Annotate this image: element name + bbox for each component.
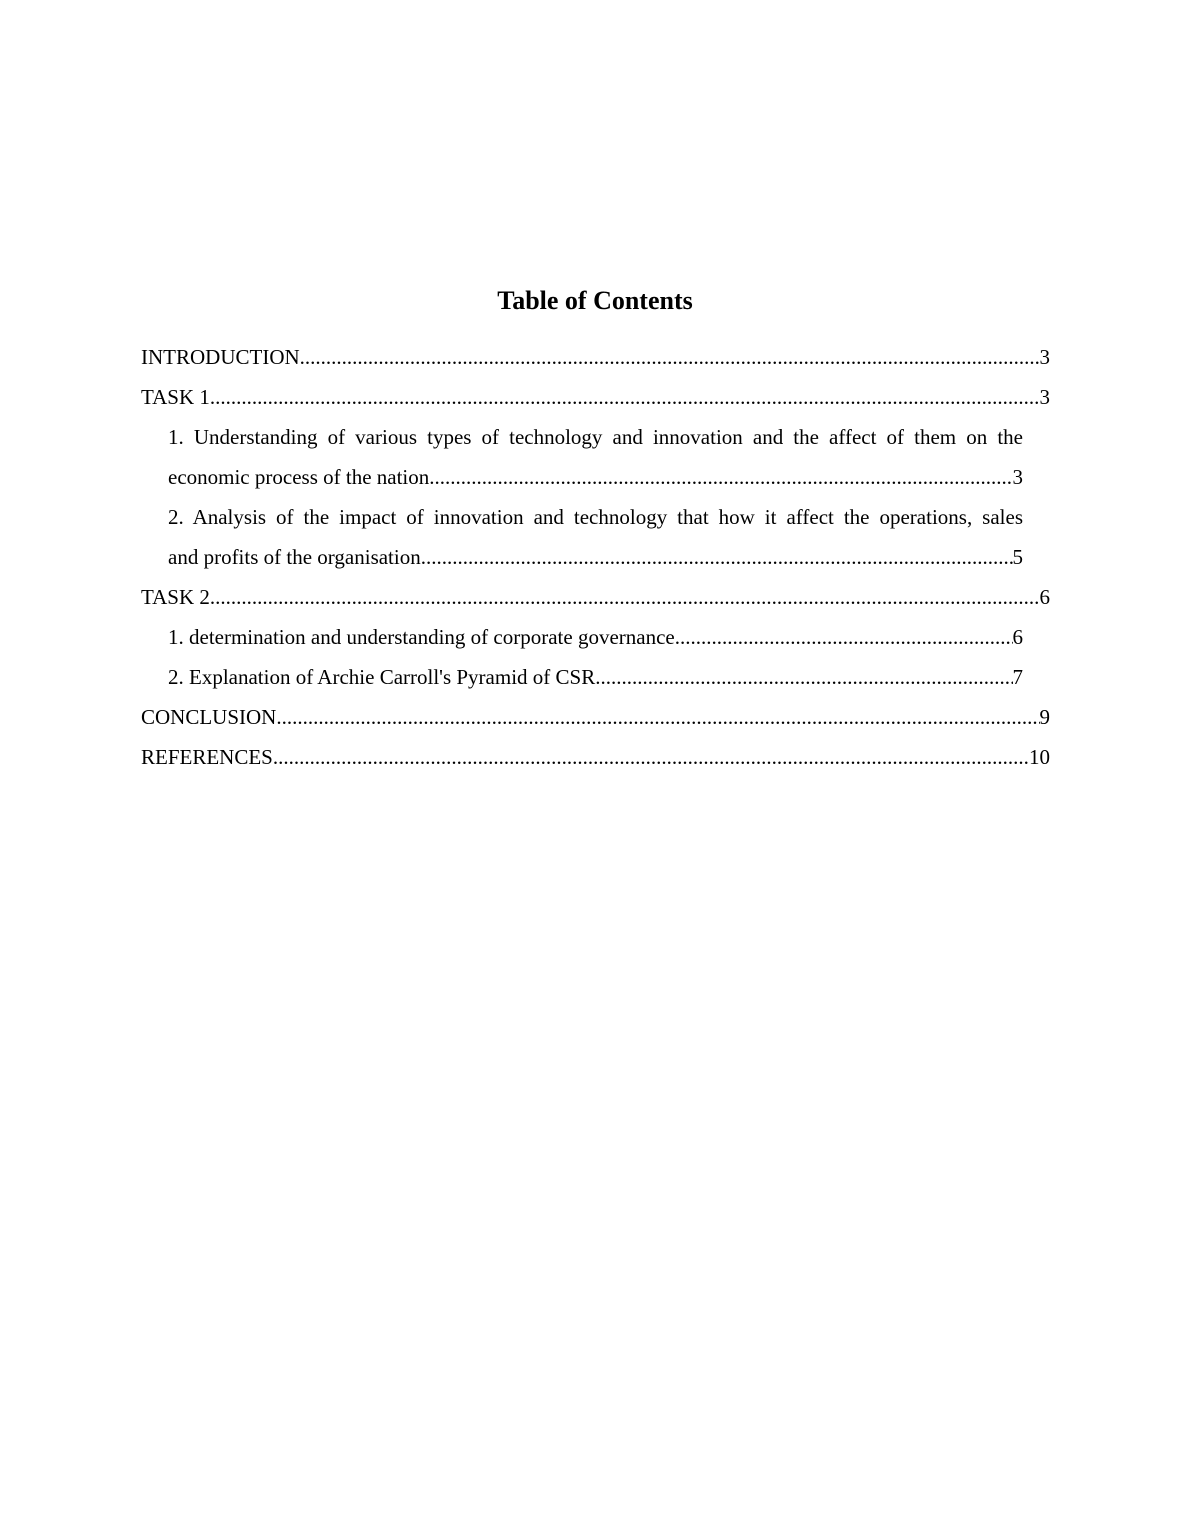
dot-leader xyxy=(300,337,1040,377)
dot-leader xyxy=(210,377,1040,417)
toc-entry-introduction[interactable] xyxy=(141,337,1050,377)
dot-leader xyxy=(421,537,1013,577)
toc-entry-label: 1. determination and understanding of corporate governance xyxy=(168,625,675,649)
toc-page-number: 3 xyxy=(1012,465,1023,489)
toc-entry-task-2[interactable] xyxy=(141,577,1050,617)
toc-page-number: 6 xyxy=(1012,625,1023,649)
toc-entry-references[interactable] xyxy=(141,737,1050,777)
toc-entry-label: CONCLUSION xyxy=(141,705,277,729)
toc-page-number: 3 xyxy=(1039,385,1050,409)
toc-page-number: 5 xyxy=(1012,545,1023,569)
toc-entry-label-line1: 2. Analysis of the impact of innovation and technology that how it affect the operations, sales xyxy=(168,505,1023,529)
toc-entry-conclusion[interactable] xyxy=(141,697,1050,737)
dot-leader xyxy=(273,737,1029,777)
toc-entry-task-2-section-1[interactable] xyxy=(141,617,1023,657)
toc-entry-label: TASK 1 xyxy=(141,385,210,409)
toc-entry-task-1[interactable] xyxy=(141,377,1050,417)
toc-entry-task-1-section-1[interactable] xyxy=(141,417,1023,497)
dot-leader xyxy=(276,697,1039,737)
toc-entry-label-line1: 1. Understanding of various types of technology and innovation and the affect of them on the xyxy=(168,425,1023,449)
toc-page-number: 6 xyxy=(1039,585,1050,609)
toc-page-number: 7 xyxy=(1012,665,1023,689)
dot-leader xyxy=(675,617,1013,657)
toc-entry-label: REFERENCES xyxy=(141,745,273,769)
dot-leader xyxy=(595,657,1012,697)
toc-entry-label: INTRODUCTION xyxy=(141,345,300,369)
toc-page-number: 9 xyxy=(1039,705,1050,729)
toc-entry-task-2-section-2[interactable] xyxy=(141,657,1023,697)
toc-entry-label: economic process of the nation xyxy=(168,465,430,489)
toc-title: Table of Contents xyxy=(497,286,693,315)
toc-entry-label: and profits of the organisation xyxy=(168,545,421,569)
toc-entry-label: 2. Explanation of Archie Carroll's Pyramid of CSR xyxy=(168,665,596,689)
toc-entry-label: TASK 2 xyxy=(141,585,210,609)
toc-entry-task-1-section-2[interactable] xyxy=(141,497,1023,577)
toc-page-number: 3 xyxy=(1039,345,1050,369)
dot-leader xyxy=(210,577,1040,617)
toc-page-number: 10 xyxy=(1029,745,1050,769)
dot-leader xyxy=(429,457,1012,497)
table-of-contents xyxy=(141,337,1050,777)
